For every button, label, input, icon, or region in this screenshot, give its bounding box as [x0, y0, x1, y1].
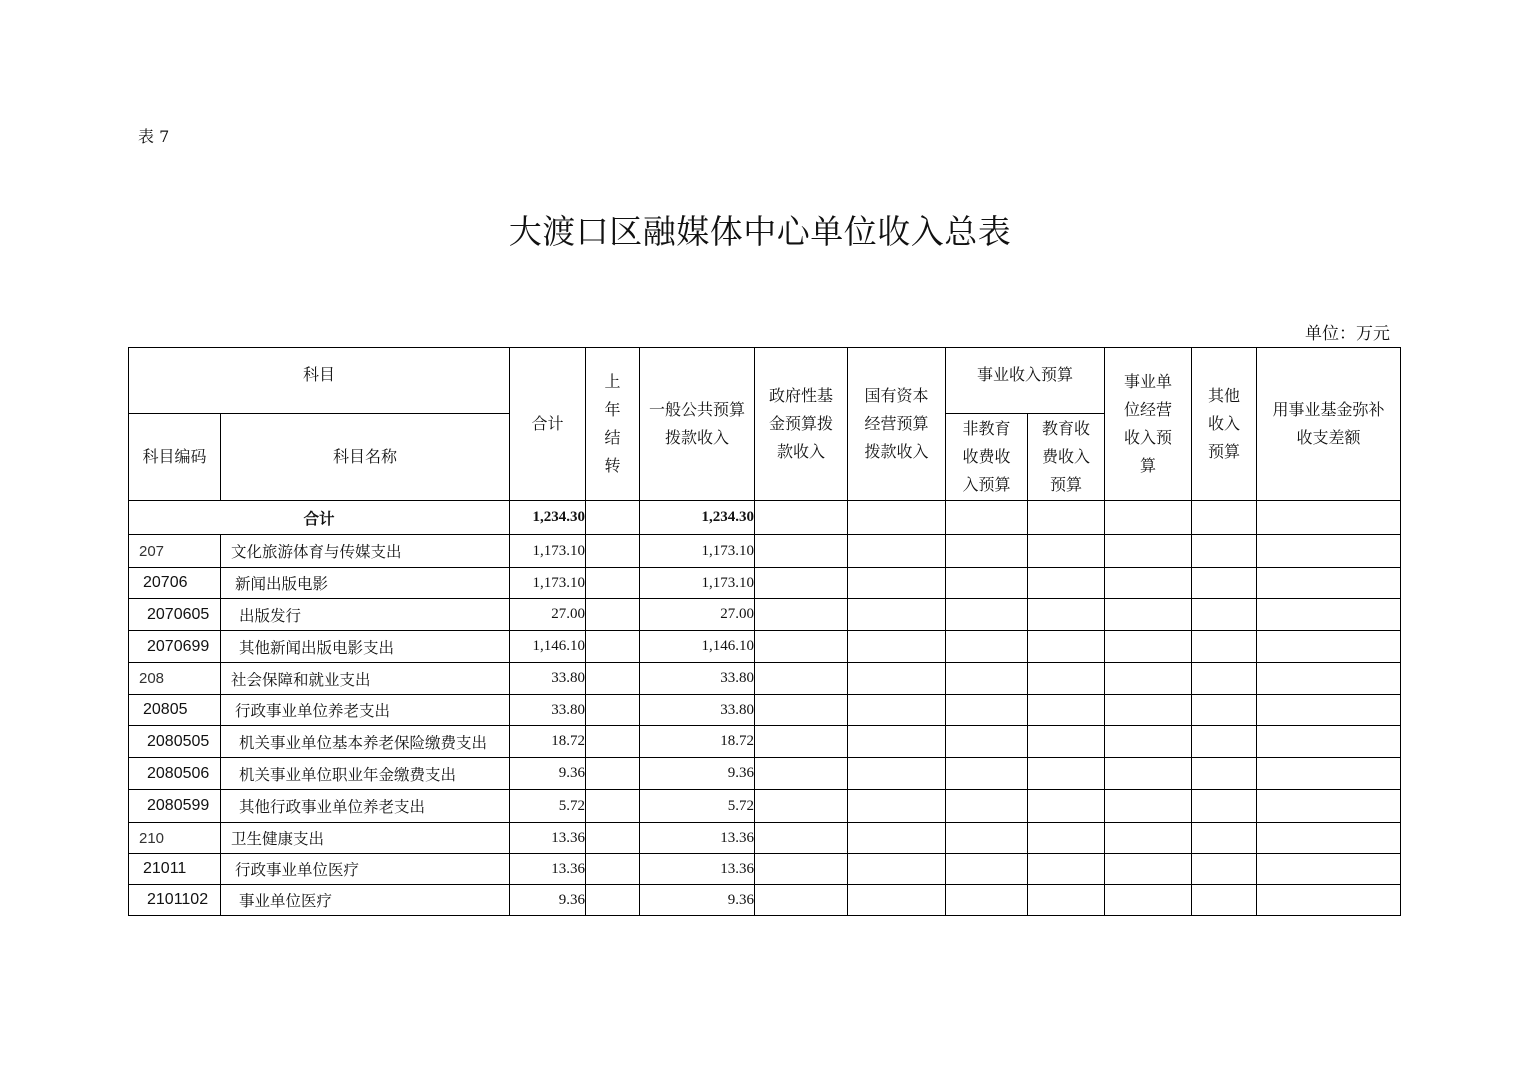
unit-label: 单位：万元	[1305, 324, 1390, 344]
subject-name: 机关事业单位基本养老保险缴费支出	[221, 726, 510, 758]
row-general-budget: 33.80	[640, 695, 755, 726]
table-row	[129, 758, 1401, 790]
subject-name: 文化旅游体育与传媒支出	[221, 535, 510, 568]
row-total: 9.36	[510, 885, 586, 916]
row-general-budget: 27.00	[640, 599, 755, 631]
subject-name: 行政事业单位养老支出	[221, 695, 510, 726]
row-general-budget: 1,173.10	[640, 568, 755, 599]
table-row	[129, 568, 1401, 599]
subject-name: 社会保障和就业支出	[221, 663, 510, 695]
table-row	[129, 631, 1401, 663]
total-sum: 1,234.30	[510, 501, 586, 535]
subject-code: 210	[129, 823, 221, 854]
subject-code: 21011	[129, 854, 221, 885]
subject-name: 其他新闻出版电影支出	[221, 631, 510, 663]
subject-code: 20805	[129, 695, 221, 726]
row-total: 1,173.10	[510, 535, 586, 568]
row-general-budget: 9.36	[640, 758, 755, 790]
table-number: 表 7	[138, 127, 170, 146]
subject-name: 新闻出版电影	[221, 568, 510, 599]
row-general-budget: 18.72	[640, 726, 755, 758]
header-general-budget: 一般公共预算拨款收入	[640, 348, 755, 501]
row-total: 27.00	[510, 599, 586, 631]
row-total: 18.72	[510, 726, 586, 758]
header-subject-name: 科目名称	[221, 414, 510, 501]
row-total: 1,173.10	[510, 568, 586, 599]
row-total: 33.80	[510, 663, 586, 695]
subject-name: 事业单位医疗	[221, 885, 510, 916]
header-non-edu-fee: 非教育收费收入预算	[946, 414, 1028, 501]
header-edu-fee: 教育收费收入预算	[1028, 414, 1105, 501]
income-summary-table	[128, 347, 1401, 916]
subject-name: 行政事业单位医疗	[221, 854, 510, 885]
row-general-budget: 13.36	[640, 823, 755, 854]
table-row	[129, 823, 1401, 854]
row-general-budget: 13.36	[640, 854, 755, 885]
table-row	[129, 599, 1401, 631]
subject-code: 2101102	[129, 885, 221, 916]
row-general-budget: 5.72	[640, 790, 755, 823]
subject-code: 2080599	[129, 790, 221, 823]
subject-code: 2080506	[129, 758, 221, 790]
header-total: 合计	[510, 348, 586, 501]
table-row	[129, 535, 1401, 568]
header-carryover: 上年结转	[586, 348, 640, 501]
total-label: 合计	[129, 501, 510, 535]
subject-code: 20706	[129, 568, 221, 599]
subject-name: 其他行政事业单位养老支出	[221, 790, 510, 823]
table-row	[129, 663, 1401, 695]
document-title: 大渡口区融媒体中心单位收入总表	[508, 212, 1012, 251]
subject-code: 207	[129, 535, 221, 568]
subject-name: 卫生健康支出	[221, 823, 510, 854]
table-row	[129, 885, 1401, 916]
subject-name: 机关事业单位职业年金缴费支出	[221, 758, 510, 790]
header-subject: 科目	[129, 348, 510, 414]
table-row	[129, 726, 1401, 758]
row-total: 5.72	[510, 790, 586, 823]
header-operation-income: 事业单位经营收入预算	[1105, 348, 1192, 501]
row-total: 13.36	[510, 854, 586, 885]
header-state-capital: 国有资本经营预算拨款收入	[848, 348, 946, 501]
header-subject-code: 科目编码	[129, 414, 221, 501]
row-general-budget: 1,173.10	[640, 535, 755, 568]
table-row	[129, 695, 1401, 726]
row-total: 33.80	[510, 695, 586, 726]
header-gov-fund: 政府性基金预算拨款收入	[755, 348, 848, 501]
table-row	[129, 790, 1401, 823]
header-career-income: 事业收入预算	[946, 348, 1105, 414]
subject-code: 2070605	[129, 599, 221, 631]
header-career-fund: 用事业基金弥补收支差额	[1257, 348, 1401, 501]
total-general-budget: 1,234.30	[640, 501, 755, 535]
row-total: 9.36	[510, 758, 586, 790]
row-general-budget: 1,146.10	[640, 631, 755, 663]
table-row	[129, 854, 1401, 885]
row-general-budget: 9.36	[640, 885, 755, 916]
subject-code: 208	[129, 663, 221, 695]
subject-code: 2080505	[129, 726, 221, 758]
row-general-budget: 33.80	[640, 663, 755, 695]
subject-code: 2070699	[129, 631, 221, 663]
table-row-total	[129, 501, 1401, 535]
header-other-income: 其他收入预算	[1192, 348, 1257, 501]
subject-name: 出版发行	[221, 599, 510, 631]
row-total: 13.36	[510, 823, 586, 854]
row-total: 1,146.10	[510, 631, 586, 663]
